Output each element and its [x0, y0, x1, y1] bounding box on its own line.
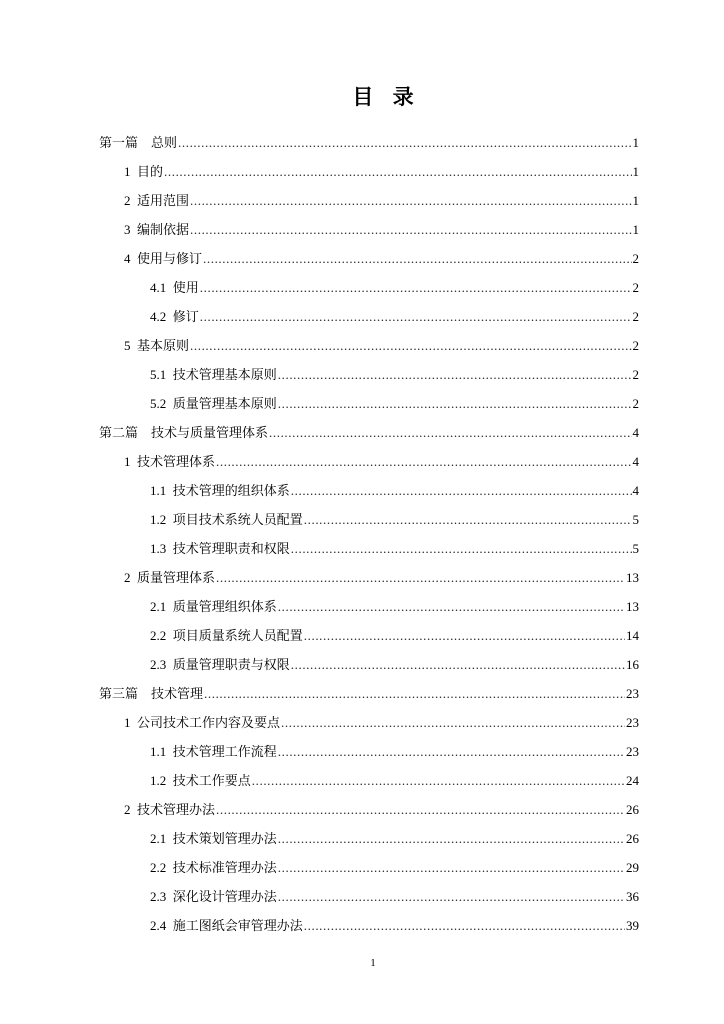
toc-dot-leader — [190, 186, 631, 215]
toc-entry-label: 施工图纸会审管理办法 — [172, 919, 303, 934]
toc-entry-number: 2.3 — [150, 889, 173, 904]
toc-entry-label: 质量管理组织体系 — [172, 600, 277, 615]
toc-dot-leader — [216, 795, 625, 824]
toc-entry[interactable] — [150, 360, 639, 389]
toc-entry-page: 4 — [632, 454, 639, 469]
toc-entry[interactable] — [124, 331, 639, 360]
page-footer-number: 1 — [370, 957, 376, 969]
toc-entry[interactable] — [124, 563, 639, 592]
toc-entry-page: 1 — [632, 193, 639, 208]
toc-entry-page: 4 — [632, 425, 639, 440]
toc-entry[interactable] — [150, 650, 639, 679]
toc-dot-leader — [278, 882, 625, 911]
toc-entry[interactable] — [150, 824, 639, 853]
toc-dot-leader — [164, 157, 631, 186]
toc-dot-leader — [269, 418, 631, 447]
toc-entry-number: 4.2 — [150, 309, 173, 324]
toc-entry[interactable] — [124, 708, 639, 737]
toc-dot-leader — [304, 621, 625, 650]
toc-entry-page: 39 — [626, 918, 639, 933]
toc-entry-label: 技术标准管理办法 — [172, 861, 277, 876]
toc-dot-leader — [291, 476, 632, 505]
toc-entry-number: 第三篇 — [99, 687, 152, 702]
toc-entry[interactable] — [150, 911, 639, 940]
toc-entry-label: 技术管理基本原则 — [172, 368, 277, 383]
toc-entry-number: 2.2 — [150, 860, 173, 875]
toc-entry-number: 5.1 — [150, 367, 173, 382]
toc-entry-label: 使用与修订 — [137, 252, 203, 267]
toc-dot-leader — [200, 302, 632, 331]
toc-entry-number: 2.4 — [150, 918, 173, 933]
toc-entry-number: 第一篇 — [99, 136, 152, 151]
toc-entry-number: 第二篇 — [99, 426, 152, 441]
toc-entry[interactable] — [150, 302, 639, 331]
toc-entry-label: 技术管理的组织体系 — [172, 484, 290, 499]
toc-entry-label: 编制依据 — [137, 223, 190, 238]
toc-dot-leader — [278, 824, 625, 853]
toc-entry-label: 修订 — [172, 310, 199, 325]
toc-entry-page: 1 — [632, 164, 639, 179]
toc-entry-page: 29 — [626, 860, 639, 875]
toc-entry-page: 2 — [632, 338, 639, 353]
toc-dot-leader — [203, 244, 631, 273]
toc-entry-number: 5 — [124, 338, 137, 353]
toc-entry-number: 1.2 — [150, 512, 173, 527]
toc-entry-page: 14 — [626, 628, 639, 643]
toc-entry-number: 2 — [124, 193, 137, 208]
toc-dot-leader — [252, 766, 625, 795]
toc-entry-label: 基本原则 — [137, 339, 190, 354]
toc-dot-leader — [304, 911, 625, 940]
toc-entry[interactable] — [99, 418, 639, 447]
toc-entry-label: 技术管理办法 — [137, 803, 216, 818]
toc-entry-number: 4.1 — [150, 280, 173, 295]
toc-entry-label: 总则 — [151, 136, 178, 151]
toc-entry-number: 1 — [124, 164, 137, 179]
toc-entry-page: 26 — [626, 831, 639, 846]
toc-entry-number: 1.2 — [150, 773, 173, 788]
toc-entry[interactable] — [99, 679, 639, 708]
toc-dot-leader — [278, 737, 625, 766]
toc-entry-number: 2.3 — [150, 657, 173, 672]
toc-entry-number: 1.1 — [150, 744, 173, 759]
toc-entry-label: 目的 — [137, 165, 164, 180]
toc-entry-label: 适用范围 — [137, 194, 190, 209]
toc-entry-label: 深化设计管理办法 — [172, 890, 277, 905]
toc-dot-leader — [190, 331, 631, 360]
toc-dot-leader — [278, 389, 632, 418]
toc-entry[interactable] — [150, 273, 639, 302]
toc-entry-page: 16 — [626, 657, 639, 672]
toc-entry-number: 2 — [124, 802, 137, 817]
toc-dot-leader — [216, 563, 625, 592]
toc-dot-leader — [200, 273, 632, 302]
toc-dot-leader — [278, 853, 625, 882]
toc-entry-page: 23 — [626, 744, 639, 759]
toc-entry-page: 4 — [632, 483, 639, 498]
toc-entry-label: 技术管理体系 — [137, 455, 216, 470]
toc-entry-number: 5.2 — [150, 396, 173, 411]
toc-dot-leader — [278, 360, 632, 389]
toc-entry-number: 2.1 — [150, 831, 173, 846]
toc-entry-label: 技术管理工作流程 — [172, 745, 277, 760]
toc-entry-page: 2 — [632, 367, 639, 382]
toc-entry[interactable] — [124, 186, 639, 215]
toc-dot-leader — [190, 215, 631, 244]
toc-entry-number: 2.2 — [150, 628, 173, 643]
toc-entry-label: 质量管理基本原则 — [172, 397, 277, 412]
toc-entry-page: 2 — [632, 251, 639, 266]
toc-entry[interactable] — [150, 592, 639, 621]
toc-entry[interactable] — [124, 447, 639, 476]
toc-entry[interactable] — [150, 882, 639, 911]
toc-dot-leader — [304, 505, 632, 534]
toc-entry-page: 5 — [632, 512, 639, 527]
toc-entry-label: 技术管理职责和权限 — [172, 542, 290, 557]
page-title: 目 录 — [352, 85, 420, 109]
toc-entry-page: 13 — [626, 570, 639, 585]
toc-entry[interactable] — [124, 795, 639, 824]
toc-entry-page: 23 — [626, 686, 639, 701]
toc-entry-page: 23 — [626, 715, 639, 730]
toc-dot-leader — [281, 708, 625, 737]
toc-dot-leader — [216, 447, 631, 476]
toc-entry-number: 1 — [124, 454, 137, 469]
toc-entry-number: 3 — [124, 222, 137, 237]
toc-entry-label: 项目技术系统人员配置 — [172, 513, 303, 528]
toc-entry[interactable] — [150, 505, 639, 534]
toc-entry-page: 2 — [632, 280, 639, 295]
toc-entry[interactable] — [124, 244, 639, 273]
toc-entry[interactable] — [150, 389, 639, 418]
toc-entry-label: 项目质量系统人员配置 — [172, 629, 303, 644]
toc-entry-label: 质量管理体系 — [137, 571, 216, 586]
toc-entry-page: 26 — [626, 802, 639, 817]
toc-entry-page: 24 — [626, 773, 639, 788]
toc-entry-page: 1 — [632, 222, 639, 237]
toc-entry-label: 技术工作要点 — [172, 774, 251, 789]
toc-entry-number: 2.1 — [150, 599, 173, 614]
toc-entry[interactable] — [150, 853, 639, 882]
toc-entry-label: 公司技术工作内容及要点 — [137, 716, 281, 731]
toc-entry-number: 1 — [124, 715, 137, 730]
toc-dot-leader — [278, 592, 625, 621]
toc-dot-leader — [291, 650, 625, 679]
toc-entry-label: 技术策划管理办法 — [172, 832, 277, 847]
toc-entry[interactable] — [150, 476, 639, 505]
toc-dot-leader — [204, 679, 625, 708]
toc-dot-leader — [291, 534, 632, 563]
toc-entry-number: 2 — [124, 570, 137, 585]
toc-entry-label: 质量管理职责与权限 — [172, 658, 290, 673]
toc-entry-page: 2 — [632, 396, 639, 411]
toc-entry-number: 1.3 — [150, 541, 173, 556]
toc-entry-page: 36 — [626, 889, 639, 904]
toc-entry[interactable] — [150, 534, 639, 563]
toc-entry-label: 技术管理 — [151, 687, 204, 702]
toc-entry-number: 4 — [124, 251, 137, 266]
toc-entry[interactable] — [150, 621, 639, 650]
toc-entry-page: 13 — [626, 599, 639, 614]
toc-entry-label: 使用 — [172, 281, 199, 296]
toc-dot-leader — [178, 128, 631, 157]
toc-entry-page: 5 — [632, 541, 639, 556]
toc-entry[interactable] — [99, 128, 639, 157]
toc-entry-page: 1 — [632, 135, 639, 150]
toc-entry-label: 技术与质量管理体系 — [151, 426, 269, 441]
toc-entry[interactable] — [124, 157, 639, 186]
toc-entry[interactable] — [124, 215, 639, 244]
toc-entry[interactable] — [150, 766, 639, 795]
toc-entry[interactable] — [150, 737, 639, 766]
toc-entry-page: 2 — [632, 309, 639, 324]
toc-entry-number: 1.1 — [150, 483, 173, 498]
